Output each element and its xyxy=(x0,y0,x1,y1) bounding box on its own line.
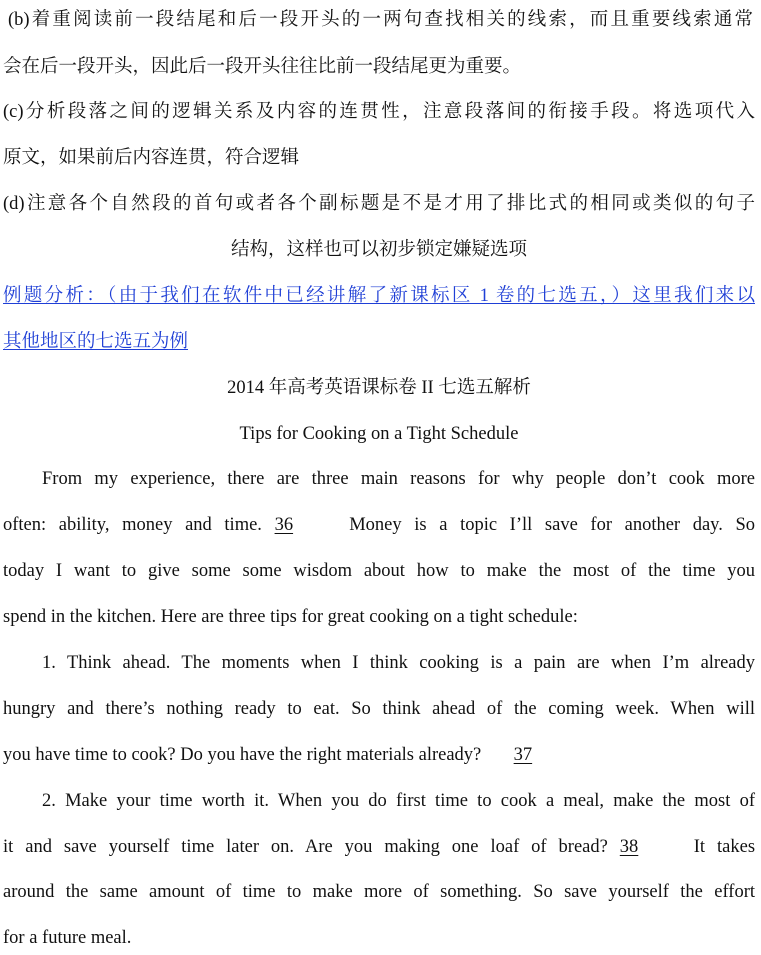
paragraph-1-line-2 xyxy=(3,513,755,537)
paragraph-2-text: you have time to cook? Do you have the right materials already? xyxy=(3,745,482,765)
blank-38: 38 xyxy=(619,837,639,857)
blank-36: 36 xyxy=(274,515,294,535)
paragraph-3-line-2 xyxy=(3,835,755,859)
paragraph-3-text-b: It takes xyxy=(693,837,756,857)
paragraph-2-line-3 xyxy=(3,743,755,767)
tip-d-line-2: 结构，这样也可以初步锁定嫌疑选项 xyxy=(230,240,527,260)
tip-c-line-1: (c)分析段落之间的逻辑关系及内容的连贯性，注意段落间的衔接手段。将选项代入 xyxy=(3,102,755,122)
paragraph-3-line-3: around the same amount of time to make more of something. So save yourself the effort xyxy=(3,882,755,902)
paragraph-3-line-4: for a future meal. xyxy=(3,928,132,948)
exam-heading: 2014 年高考英语课标卷 II 七选五解析 xyxy=(227,378,531,398)
blank-37: 37 xyxy=(513,745,533,765)
tip-c-line-2: 原文，如果前后内容连贯，符合逻辑 xyxy=(3,148,300,168)
tip-b-line-1: (b)着重阅读前一段结尾和后一段开头的一两句查找相关的线索，而且重要线索通常 xyxy=(8,10,753,30)
paragraph-1-line-1: From my experience, there are three main reasons for why people don’t cook more xyxy=(42,469,755,489)
paragraph-3-line-1: 2. Make your time worth it. When you do first time to cook a meal, make the most of xyxy=(42,791,755,811)
example-link-line-1[interactable]: 例题分析：（由于我们在软件中已经讲解了新课标区 1 卷的七选五，）这里我们来以 xyxy=(3,286,755,306)
paragraph-1-line-4: spend in the kitchen. Here are three tips for great cooking on a tight schedule: xyxy=(3,607,578,627)
example-link-line-2[interactable]: 其他地区的七选五为例 xyxy=(3,332,189,352)
paragraph-1-line-3: today I want to give some some wisdom about how to make the most of the time you xyxy=(3,561,755,581)
tip-d-line-1: (d)注意各个自然段的首句或者各个副标题是不是才用了排比式的相同或类似的句子 xyxy=(3,194,755,214)
passage-title: Tips for Cooking on a Tight Schedule xyxy=(239,424,519,444)
paragraph-2-line-2: hungry and there’s nothing ready to eat. So think ahead of the coming week. When will xyxy=(3,699,755,719)
paragraph-1-text-a: often: ability, money and time. xyxy=(3,515,262,535)
paragraph-3-text-a: it and save yourself time later on. Are you making one loaf of bread? xyxy=(3,837,608,857)
paragraph-1-text-b: Money is a topic I’ll save for another day. So xyxy=(349,515,756,535)
paragraph-2-line-1: 1. Think ahead. The moments when I think cooking is a pain are when I’m already xyxy=(42,653,755,673)
tip-b-line-2: 会在后一段开头，因此后一段开头往往比前一段结尾更为重要。 xyxy=(3,57,522,77)
